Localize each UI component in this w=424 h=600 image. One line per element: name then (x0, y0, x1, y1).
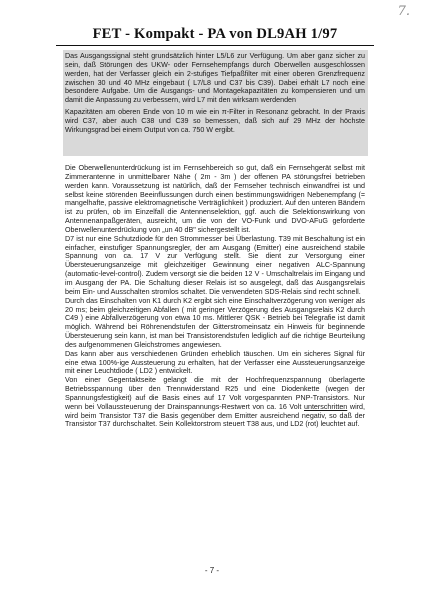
underlined-word: unterschritten (304, 402, 348, 411)
body-text-part-a: Die Oberwellenunterdrückung ist im Fernsehbereich so gut, daß ein Fernsehgerät selbst mit Zimmerantenne in unmittelbarer Nähe ( 2m - 3m ) der offenen PA störungsfrei betrieben werden kann. Voraussetzung ist natürlich, daß der Fernseher technisch einwandfrei ist und selbst keine störenden Beeinflussungen durch einen bestimmungswidrigen Nebenempfang (= mangelhafte, passive elektromagnetische Verträglichkeit ) produziert. Auf den unteren Bändern ist zu prüfen, ob im Einzelfall die Antennenselektion, ggf. auch die Selektionswirkung von Antennenanpaßgeräten, ausreicht, um die von der VO-Funk und DVO-AFuG geforderte Oberwellenunterdrückung von „un 40 dB" sichergestellt ist. D7 ist nur eine Schutzdiode für den Strommesser bei Überlastung. T39 mit Beschaltung ist ein einfacher, einstufiger Spannungsregler, der am Ausgang (Emitter) eine ausreichend stabile Spannung von ca. 17 V zur Verfügung stellt. Sie dient zur Versorgung einer Übersteuerungsanzeige mit gleichzeitiger Gewinnung einer negativen ALC-Spannung (automatic-level-control). Zudem versorgt sie die beiden 12 V - Umschaltrelais im Eingang und im Ausgang der PA. Die Schaltung dieser Relais ist so ausgelegt, daß das Ausgangsrelais beim Ein- und Ausschalten stromlos schaltet. Die verwendeten SDS-Relais sind recht schnell. Durch das Einschalten von K1 durch K2 ergibt sich eine Einschaltverzögerung von weniger als 20 ms; beim gleichzeitigen Abfallen ( mit geringer Verzögerung des Ausgangsrelais K2 durch C49 ) eine Abfallverzögerung von etwa 10 ms. Mittlerer QSK - Betrieb bei Telegrafie ist damit möglich. Während bei Röhrenendstufen der Gitterstromeinsatz ein Hinweis für beginnende Übersteuerung sein kann, ist man bei Transistorendstufen lediglich auf die richtige Beurteilung des aufgenommenen Gleichstromes angewiesen. Das kann aber aus verschiedenen Gründen erheblich täuschen. Um ein sicheres Signal für eine etwa 100%-ige Aussteuerung zu erhalten, hat der Verfasser eine Aussteuerungsanzeige mit einer Leuchtdiode ( LD2 ) entwickelt. Von einer Gegentaktseite gelangt die mit der Hochfrequenzspannung überlagerte Betriebsspannung über den Trennwiderstand R25 und eine Diodenkette (wegen der Spannungsfestigkeit) auf die Basis eines auf 17 Volt vorgespannten PNP-Transistors. Nur wenn bei Vollaussteuerung der Drainspannungs-Restwert von ca. 16 Volt (65, 164, 365, 411)
body-text-part-b: wird, wird beim Transistor T37 die Basis gegenüber dem Emitter ausreichend negativ, so daß der Transistor T37 durchschaltet. Sein Kollektorstrom steuert T38 aus, und LD2 (rot) leuchtet auf. (65, 402, 365, 429)
page-title: FET - Kompakt - PA von DL9AH 1/97 (92, 26, 338, 42)
intro-paragraph-2: Kapazitäten am oberen Ende von 10 m wie ein π-Filter in Resonanz gebracht. In der Praxis wird C37, aber auch C38 und C39 so bemessen, daß sich auf 29 MHz der höchste Wirkungsgrad bei einem Output von ca. 750 W ergibt. (65, 108, 365, 134)
body-text (65, 164, 365, 429)
intro-paragraph-1: Das Ausgangssignal steht grundsätzlich hinter L5/L6 zur Verfügung. Um aber ganz sicher zu sein, daß Störungen des UKW- oder Fernsehempfangs durch Oberwellen ausgeschlossen werden, hat der Verfasser gleich ein 2-stufiges Tiefpaßfilter mit einer oberen Grenzfrequenz zwischen 30 und 40 MHz eingebaut ( L7/L8 und C37 bis C39). Dabei erhält L7 noch eine besondere Aufgabe. Um die Ausgangs- und Montagekapazitäten zu kompensieren und um damit die Anpassung zu verbessern, wird L7 mit den wirksam werdenden (65, 52, 365, 105)
header-rule-block (56, 25, 374, 46)
handwritten-page-mark: 7. (397, 4, 410, 19)
page-number: - 7 - (204, 566, 220, 575)
